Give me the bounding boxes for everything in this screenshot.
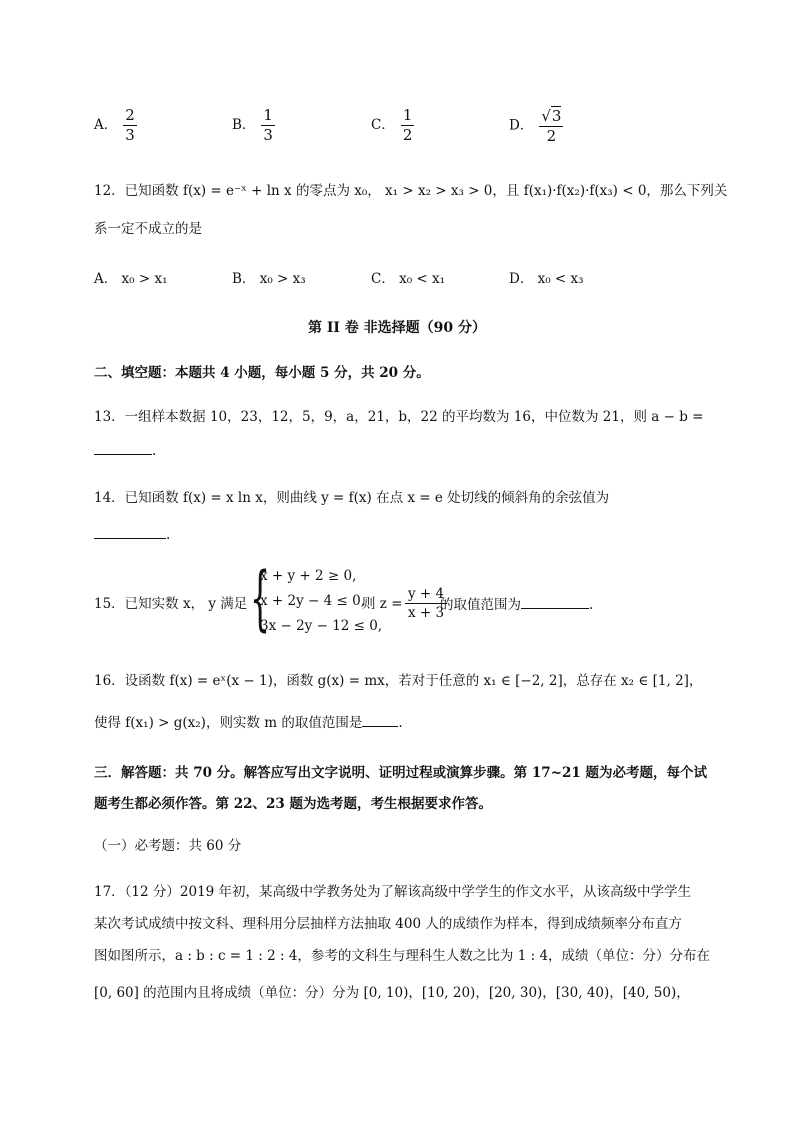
left-brace-icon: { <box>250 557 271 639</box>
option-label: D． <box>509 117 534 134</box>
q17-stem-line4: [0, 60] 的范围内且将成绩（单位：分）分为 [0, 10)，[10, 20)，[20, 30)，[30, 40)，[40, 50)， <box>94 985 690 1001</box>
denominator: 3 <box>263 126 273 144</box>
q11-option-a <box>94 106 137 145</box>
q17-stem-line2: 某次考试成绩中按文科、理科用分层抽样方法抽取 400 人的成绩作为样本，得到成绩频率分布直方 <box>94 916 682 932</box>
option-label: C． <box>371 117 395 133</box>
period: . <box>398 715 403 731</box>
q11-option-c <box>371 106 414 145</box>
q12-option-b: B． x₀ > x₃ <box>232 271 306 287</box>
option-label: B． <box>232 117 256 133</box>
stem-text: 使得 f(x₁) > g(x₂)，则实数 m 的取值范围是 <box>94 715 363 731</box>
section3-subheading: （一）必考题：共 60 分 <box>94 838 242 854</box>
system-row-1: x + y + 2 ≥ 0, <box>260 568 357 584</box>
q17-stem-line3: 图如图所示，a : b : c = 1 : 2 : 4，参考的文科生与理科生人数之比为 1 : 4，成绩（单位：分）分布在 <box>94 948 711 964</box>
sqrt-icon: √ <box>541 107 551 125</box>
fraction <box>261 106 275 145</box>
q14-stem-line1: 14．已知函数 f(x) = x ln x，则曲线 y = f(x) 在点 x = e 处切线的倾斜角的余弦值为 <box>94 490 610 506</box>
section3-line2: 题考生都必须作答。第 22、23 题为选考题，考生根据要求作答。 <box>94 796 492 812</box>
numerator <box>539 106 563 127</box>
option-label: A． <box>94 117 118 133</box>
section3-line1: 三．解答题：共 70 分。解答应写出文字说明、证明过程或演算步骤。第 17~21 题为必考题，每个试 <box>94 765 707 781</box>
q15-then: 则 z = <box>362 596 403 612</box>
answer-blank[interactable] <box>94 524 166 539</box>
q14-answer-line <box>94 524 170 545</box>
q17-stem-line1: 17．（12 分）2019 年初，某高级中学教务处为了解该高级中学学生的作文水平，从该高级中学学生 <box>94 884 692 900</box>
answer-blank[interactable] <box>94 440 152 455</box>
numerator: 2 <box>125 106 135 124</box>
system-row-2: x + 2y − 4 ≤ 0, <box>260 593 365 609</box>
q16-stem-line1: 16．设函数 f(x) = eˣ(x − 1)，函数 g(x) = mx，若对于任意的 x₁ ∈ [−2, 2]，总存在 x₂ ∈ [1, 2]， <box>94 673 703 689</box>
period: . <box>166 527 171 543</box>
q12-stem-line2: 系一定不成立的是 <box>94 221 202 237</box>
q13-stem-line1: 13．一组样本数据 10，23，12，5，9，a，21，b，22 的平均数为 16，中位数为 21，则 a − b = <box>94 409 704 425</box>
radicand: 3 <box>551 107 562 125</box>
q12-option-a: A． x₀ > x₁ <box>94 271 168 287</box>
numerator: 1 <box>402 106 413 124</box>
system-row-3: 3x − 2y − 12 ≤ 0, <box>260 618 383 634</box>
q12-stem-line1: 12．已知函数 f(x) = e⁻ˣ + ln x 的零点为 x₀， x₁ > x₂ > x₃ > 0，且 f(x₁)·f(x₂)·f(x₃) < 0，那么下列关 <box>94 183 728 199</box>
q15-suffix <box>440 594 593 615</box>
q15-prefix: 15．已知实数 x， y 满足 <box>94 596 248 612</box>
answer-blank[interactable] <box>362 712 398 727</box>
denominator: 3 <box>125 126 135 144</box>
q13-answer-line <box>94 440 156 461</box>
section2-heading: 二、填空题：本题共 4 小题，每小题 5 分，共 20 分。 <box>94 365 430 381</box>
suffix-text: 的取值范围为 <box>440 597 521 613</box>
fraction <box>123 106 137 145</box>
numerator: 1 <box>263 106 273 124</box>
section2-title: 第 II 卷 非选择题（90 分） <box>307 320 487 336</box>
q12-option-d: D． x₀ < x₃ <box>509 271 584 287</box>
q12-option-c: C． x₀ < x₁ <box>371 271 446 287</box>
q11-option-b <box>232 106 275 145</box>
denominator: 2 <box>546 127 557 145</box>
period: . <box>152 443 157 459</box>
q16-stem-line2 <box>94 712 403 733</box>
q11-option-d <box>509 106 563 146</box>
fraction <box>401 106 415 145</box>
fraction <box>539 106 563 146</box>
period: . <box>589 597 594 613</box>
denominator: x + 3 <box>408 605 445 621</box>
denominator: 2 <box>402 126 413 144</box>
answer-blank[interactable] <box>521 594 589 609</box>
numerator: y + 4 <box>405 585 447 604</box>
